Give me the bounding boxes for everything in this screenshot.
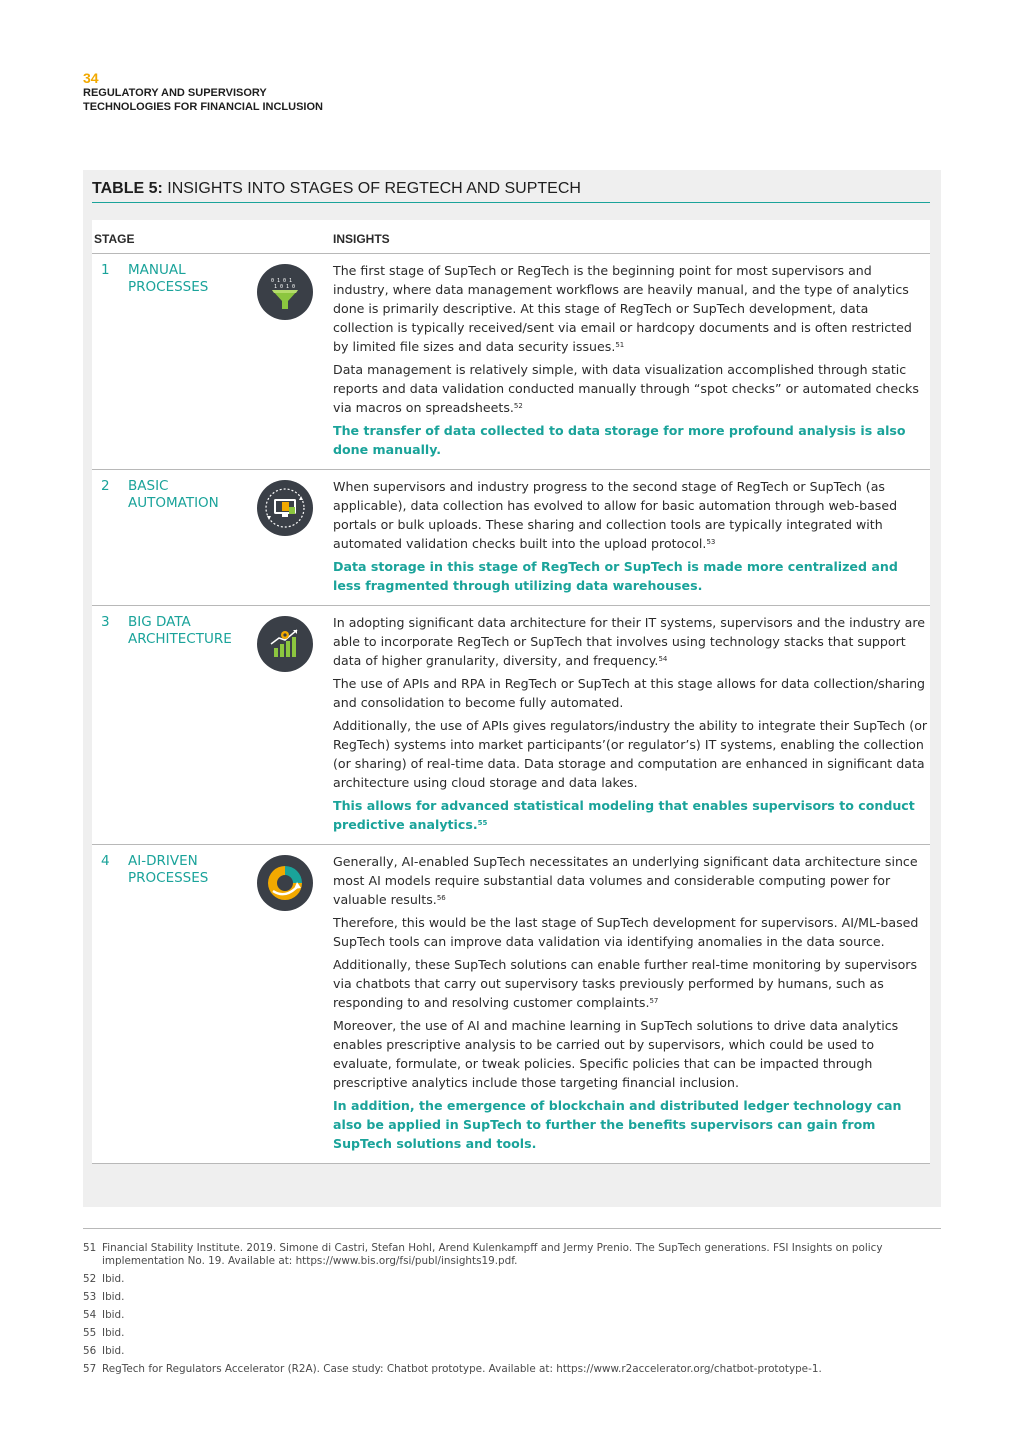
stage-number: 3 [101,614,110,630]
footnote-text: Financial Stability Institute. 2019. Simone di Castri, Stefan Hohl, Arend Kulenkampff and Jermy Prenio. The SupTech generations. FSI Insights on policy implementation No. 19. Available at: https://www.bis.org/fsi/publ/insights19.pdf. [102,1242,883,1267]
table-title-prefix: TABLE 5: [92,180,163,197]
insights-cell [333,254,929,469]
footnote [83,1291,941,1304]
footnote [83,1363,941,1376]
footnote-ref[interactable]: 57 [649,997,659,1005]
footnote-ref[interactable]: 55 [477,819,488,827]
footnote-number: 54 [83,1309,97,1321]
footnote-number: 56 [83,1345,97,1357]
footnote-number: 57 [83,1363,97,1375]
stage-number: 1 [101,262,110,278]
table-title-text: INSIGHTS INTO STAGES OF REGTECH AND SUPTECH [162,180,581,197]
insight-highlight: In addition, the emergence of blockchain and distributed ledger technology can also be applied in SupTech to further the benefits supervisors can gain from SupTech solutions and tools. [333,1098,902,1151]
footnote [83,1309,941,1322]
stage-number: 4 [101,853,110,869]
stage-number: 2 [101,478,110,494]
footnote-ref[interactable]: 56 [436,894,446,902]
footnote [83,1273,941,1286]
table-title [92,180,930,198]
stage-name: BIG DATA ARCHITECTURE [128,614,232,647]
table-row [92,845,930,1164]
table-panel [83,170,941,1207]
insights-cell [333,470,929,605]
insights-cell [333,606,929,844]
footnote-text: RegTech for Regulators Accelerator (R2A). Case study: Chatbot prototype. Available at: https://www.r2accelerator.org/chatbot-prototype-1. [102,1363,822,1375]
insight-paragraph: When supervisors and industry progress to the second stage of RegTech or SupTech (as applicable), data collection has evolved to allow for basic automation through web-based portals or bulk uploads. These sharing and collection tools are typically integrated with automated validation checks built into the upload protocol.$^{53}$ [333,479,898,551]
table-header [92,220,930,254]
footnote-ref[interactable]: 53 [706,538,716,546]
stage-name: BASIC AUTOMATION [128,478,219,511]
footnote-number: 52 [83,1273,97,1285]
table-row [92,606,930,845]
ai-cycle-icon [257,855,313,911]
table-row [92,470,930,606]
column-header-insights: INSIGHTS [333,232,390,246]
stage-name: AI-DRIVEN PROCESSES [128,853,209,886]
stages-table [92,220,930,1164]
footnote [83,1345,941,1358]
footnote-text: Ibid. [102,1273,125,1285]
title-divider [92,202,930,203]
insight-paragraph: Data management is relatively simple, with data visualization accomplished through static reports and data validation conducted manually through “spot checks” or automated checks via macros on spreadsheets.$^{52}$ [333,362,919,415]
insight-paragraph: Moreover, the use of AI and machine learning in SupTech solutions to drive data analytics enables prescriptive analysis to be carried out by supervisors, which could be used to evaluate, formulate, or tweak policies. Specific policies that can be impacted through prescriptive analytics include those targeting financial inclusion. [333,1018,899,1090]
footnote-text: Ibid. [102,1345,125,1357]
footnote-number: 51 [83,1242,97,1254]
svg-text:0 1 0 1: 0 1 0 1 [271,278,293,284]
footnote [83,1327,941,1340]
insights-cell [333,845,929,1163]
column-header-stage: STAGE [94,232,135,246]
insight-paragraph: In adopting significant data architecture for their IT systems, supervisors and the industry are able to incorporate RegTech or SupTech that involves using technology stacks that support data of higher granularity, diversity, and frequency.$^{54}$ [333,615,926,668]
footnotes [83,1242,941,1381]
funnel-data-icon [257,264,313,320]
insight-paragraph: Additionally, the use of APIs gives regulators/industry the ability to integrate their SupTech (or RegTech) systems into market participants’(or regulator’s) IT systems, enabling the collection (or sharing) of real-time data. Data storage and computation are enhanced in significant data architecture using cloud storage and data lakes. [333,718,928,790]
footnote-ref[interactable]: 52 [513,402,523,410]
footnote-text: Ibid. [102,1327,125,1339]
insight-paragraph: Additionally, these SupTech solutions can enable further real-time monitoring by supervisors via chatbots that carry out supervisory tasks previously performed by humans, such as responding to and resolving customer complaints.$^{57}$ [333,957,918,1010]
automation-cycle-icon [257,480,313,536]
insight-paragraph: The use of APIs and RPA in RegTech or SupTech at this stage allows for data collection/sharing and consolidation to become fully automated. [333,676,926,710]
stage-name: MANUAL PROCESSES [128,262,209,295]
svg-text:1 0 1 0: 1 0 1 0 [274,284,296,290]
insight-paragraph: Generally, AI-enabled SupTech necessitates an underlying significant data architecture since most AI models require substantial data volumes and considerable computing power for valuable results.$^{56}$ [333,854,918,907]
page-header [83,70,323,114]
footnote-text: Ibid. [102,1309,125,1321]
page-number: 34 [83,70,99,86]
footnote-ref[interactable]: 51 [615,341,625,349]
footnote-ref[interactable]: 54 [658,655,668,663]
footnotes-divider [83,1228,941,1229]
insight-paragraph: The first stage of SupTech or RegTech is the beginning point for most supervisors and industry, where data management workflows are heavily manual, and the type of analytics done is primarily descriptive. At this stage of RegTech or SupTech development, data collection is typically received/sent via email or hardcopy documents and is often restricted by limited file sizes and data security issues.$^{51}$ [333,263,912,354]
footnote-text: Ibid. [102,1291,125,1303]
insight-highlight: This allows for advanced statistical modeling that enables supervisors to conduct predictive analytics.$^{55}$ [333,798,915,832]
insight-highlight: Data storage in this stage of RegTech or SupTech is made more centralized and less fragmented through utilizing data warehouses. [333,559,898,593]
document-title-line-1: REGULATORY AND SUPERVISORY [83,87,267,99]
footnote-number: 53 [83,1291,97,1303]
insight-highlight: The transfer of data collected to data storage for more profound analysis is also done manually. [333,423,906,457]
document-title-line-2: TECHNOLOGIES FOR FINANCIAL INCLUSION [83,101,323,113]
growth-chart-icon [257,616,313,672]
insight-paragraph: Therefore, this would be the last stage of SupTech development for supervisors. AI/ML-based SupTech tools can improve data validation via identifying anomalies in the data source. [333,915,919,949]
table-row [92,254,930,470]
footnote-number: 55 [83,1327,97,1339]
footnote [83,1242,941,1268]
